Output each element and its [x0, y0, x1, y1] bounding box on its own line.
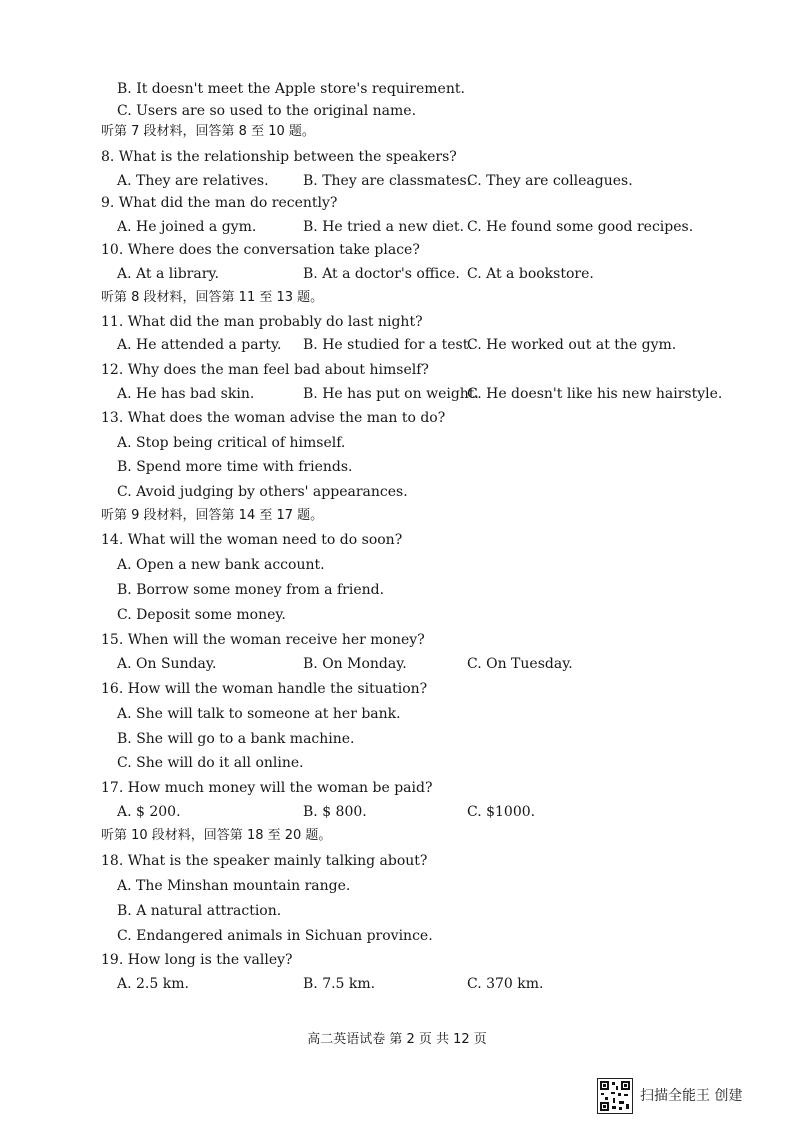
section-instruction: 听第 7 段材料，回答第 8 至 10 题。 — [101, 124, 315, 139]
answer-option: C. Avoid judging by others' appearances. — [117, 484, 408, 500]
question-text: 14. What will the woman need to do soon? — [101, 532, 403, 548]
answer-option: C. Deposit some money. — [117, 607, 286, 623]
question-text: 9. What did the man do recently? — [101, 195, 338, 211]
question-text: 11. What did the man probably do last night? — [101, 314, 423, 330]
answer-option: A. He joined a gym. — [117, 219, 257, 235]
answer-option: B. At a doctor's office. — [303, 266, 460, 282]
answer-option: C. Users are so used to the original name. — [117, 103, 417, 119]
question-text: 18. What is the speaker mainly talking about? — [101, 853, 428, 869]
answer-option: B. It doesn't meet the Apple store's requirement. — [117, 81, 465, 97]
answer-option: B. He tried a new diet. — [303, 219, 464, 235]
answer-option: C. He found some good recipes. — [467, 219, 694, 235]
answer-option: C. He doesn't like his new hairstyle. — [467, 386, 723, 402]
question-text: 17. How much money will the woman be paid? — [101, 780, 433, 796]
answer-option: B. He studied for a test. — [303, 337, 473, 353]
scanner-brand-label: 扫描全能王 创建 — [640, 1088, 743, 1104]
answer-option: C. On Tuesday. — [467, 656, 573, 672]
answer-option: A. The Minshan mountain range. — [117, 878, 351, 894]
answer-option: C. Endangered animals in Sichuan province. — [117, 928, 433, 944]
section-instruction: 听第 9 段材料，回答第 14 至 17 题。 — [101, 508, 324, 523]
answer-option: A. They are relatives. — [117, 173, 269, 189]
answer-option: A. Stop being critical of himself. — [117, 435, 346, 451]
question-text: 15. When will the woman receive her money? — [101, 632, 425, 648]
question-text: 16. How will the woman handle the situation? — [101, 681, 428, 697]
answer-option: A. $ 200. — [117, 804, 181, 820]
section-instruction: 听第 8 段材料，回答第 11 至 13 题。 — [101, 290, 324, 305]
answer-option: B. A natural attraction. — [117, 903, 282, 919]
answer-option: C. $1000. — [467, 804, 536, 820]
page-footer: 高二英语试卷 第 2 页 共 12 页 — [307, 1032, 487, 1047]
answer-option: C. She will do it all online. — [117, 755, 304, 771]
answer-option: B. They are classmates. — [303, 173, 472, 189]
answer-option: B. $ 800. — [303, 804, 367, 820]
answer-option: A. 2.5 km. — [117, 976, 189, 992]
answer-option: A. She will talk to someone at her bank. — [117, 706, 401, 722]
answer-option: A. On Sunday. — [117, 656, 217, 672]
question-text: 12. Why does the man feel bad about himself? — [101, 362, 429, 378]
answer-option: B. He has put on weight. — [303, 386, 479, 402]
qr-code-icon — [597, 1078, 633, 1114]
answer-option: B. She will go to a bank machine. — [117, 731, 355, 747]
answer-option: A. At a library. — [117, 266, 219, 282]
answer-option: B. On Monday. — [303, 656, 407, 672]
answer-option: C. He worked out at the gym. — [467, 337, 677, 353]
answer-option: A. Open a new bank account. — [117, 557, 325, 573]
answer-option: B. 7.5 km. — [303, 976, 376, 992]
question-text: 13. What does the woman advise the man to do? — [101, 410, 446, 426]
question-text: 8. What is the relationship between the speakers? — [101, 149, 457, 165]
answer-option: A. He attended a party. — [117, 337, 282, 353]
answer-option: B. Spend more time with friends. — [117, 459, 353, 475]
section-instruction: 听第 10 段材料，回答第 18 至 20 题。 — [101, 828, 332, 843]
answer-option: A. He has bad skin. — [117, 386, 255, 402]
question-text: 10. Where does the conversation take place? — [101, 242, 420, 258]
question-text: 19. How long is the valley? — [101, 952, 293, 968]
answer-option: B. Borrow some money from a friend. — [117, 582, 385, 598]
answer-option: C. 370 km. — [467, 976, 544, 992]
answer-option: C. They are colleagues. — [467, 173, 633, 189]
answer-option: C. At a bookstore. — [467, 266, 594, 282]
